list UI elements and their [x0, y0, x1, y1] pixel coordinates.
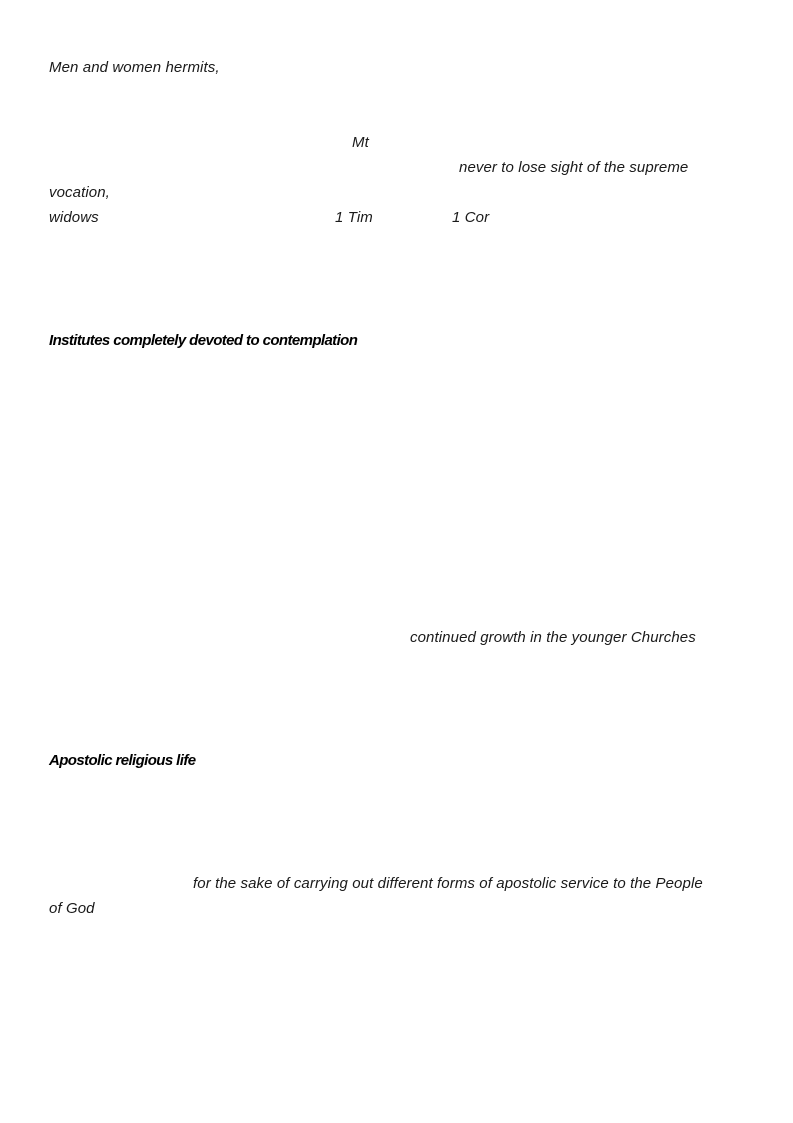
reference-mt: Mt [352, 134, 369, 151]
reference-1-tim: 1 Tim [335, 209, 373, 226]
contemplative-institutes-heading: Institutes completely devoted to contemplation [49, 332, 358, 349]
apostolic-service-text: for the sake of carrying out different forms of apostolic service to the People [193, 875, 703, 892]
supreme-vocation-text: never to lose sight of the supreme [459, 159, 689, 176]
younger-churches-text: continued growth in the younger Churches [410, 629, 696, 646]
hermits-intro-text: Men and women hermits, [49, 59, 220, 76]
apostolic-religious-life-heading: Apostolic religious life [49, 752, 196, 769]
widows-text: widows [49, 209, 99, 226]
reference-1-cor: 1 Cor [452, 209, 490, 226]
vocation-text: vocation, [49, 184, 110, 201]
people-of-god-text: of God [49, 900, 95, 917]
